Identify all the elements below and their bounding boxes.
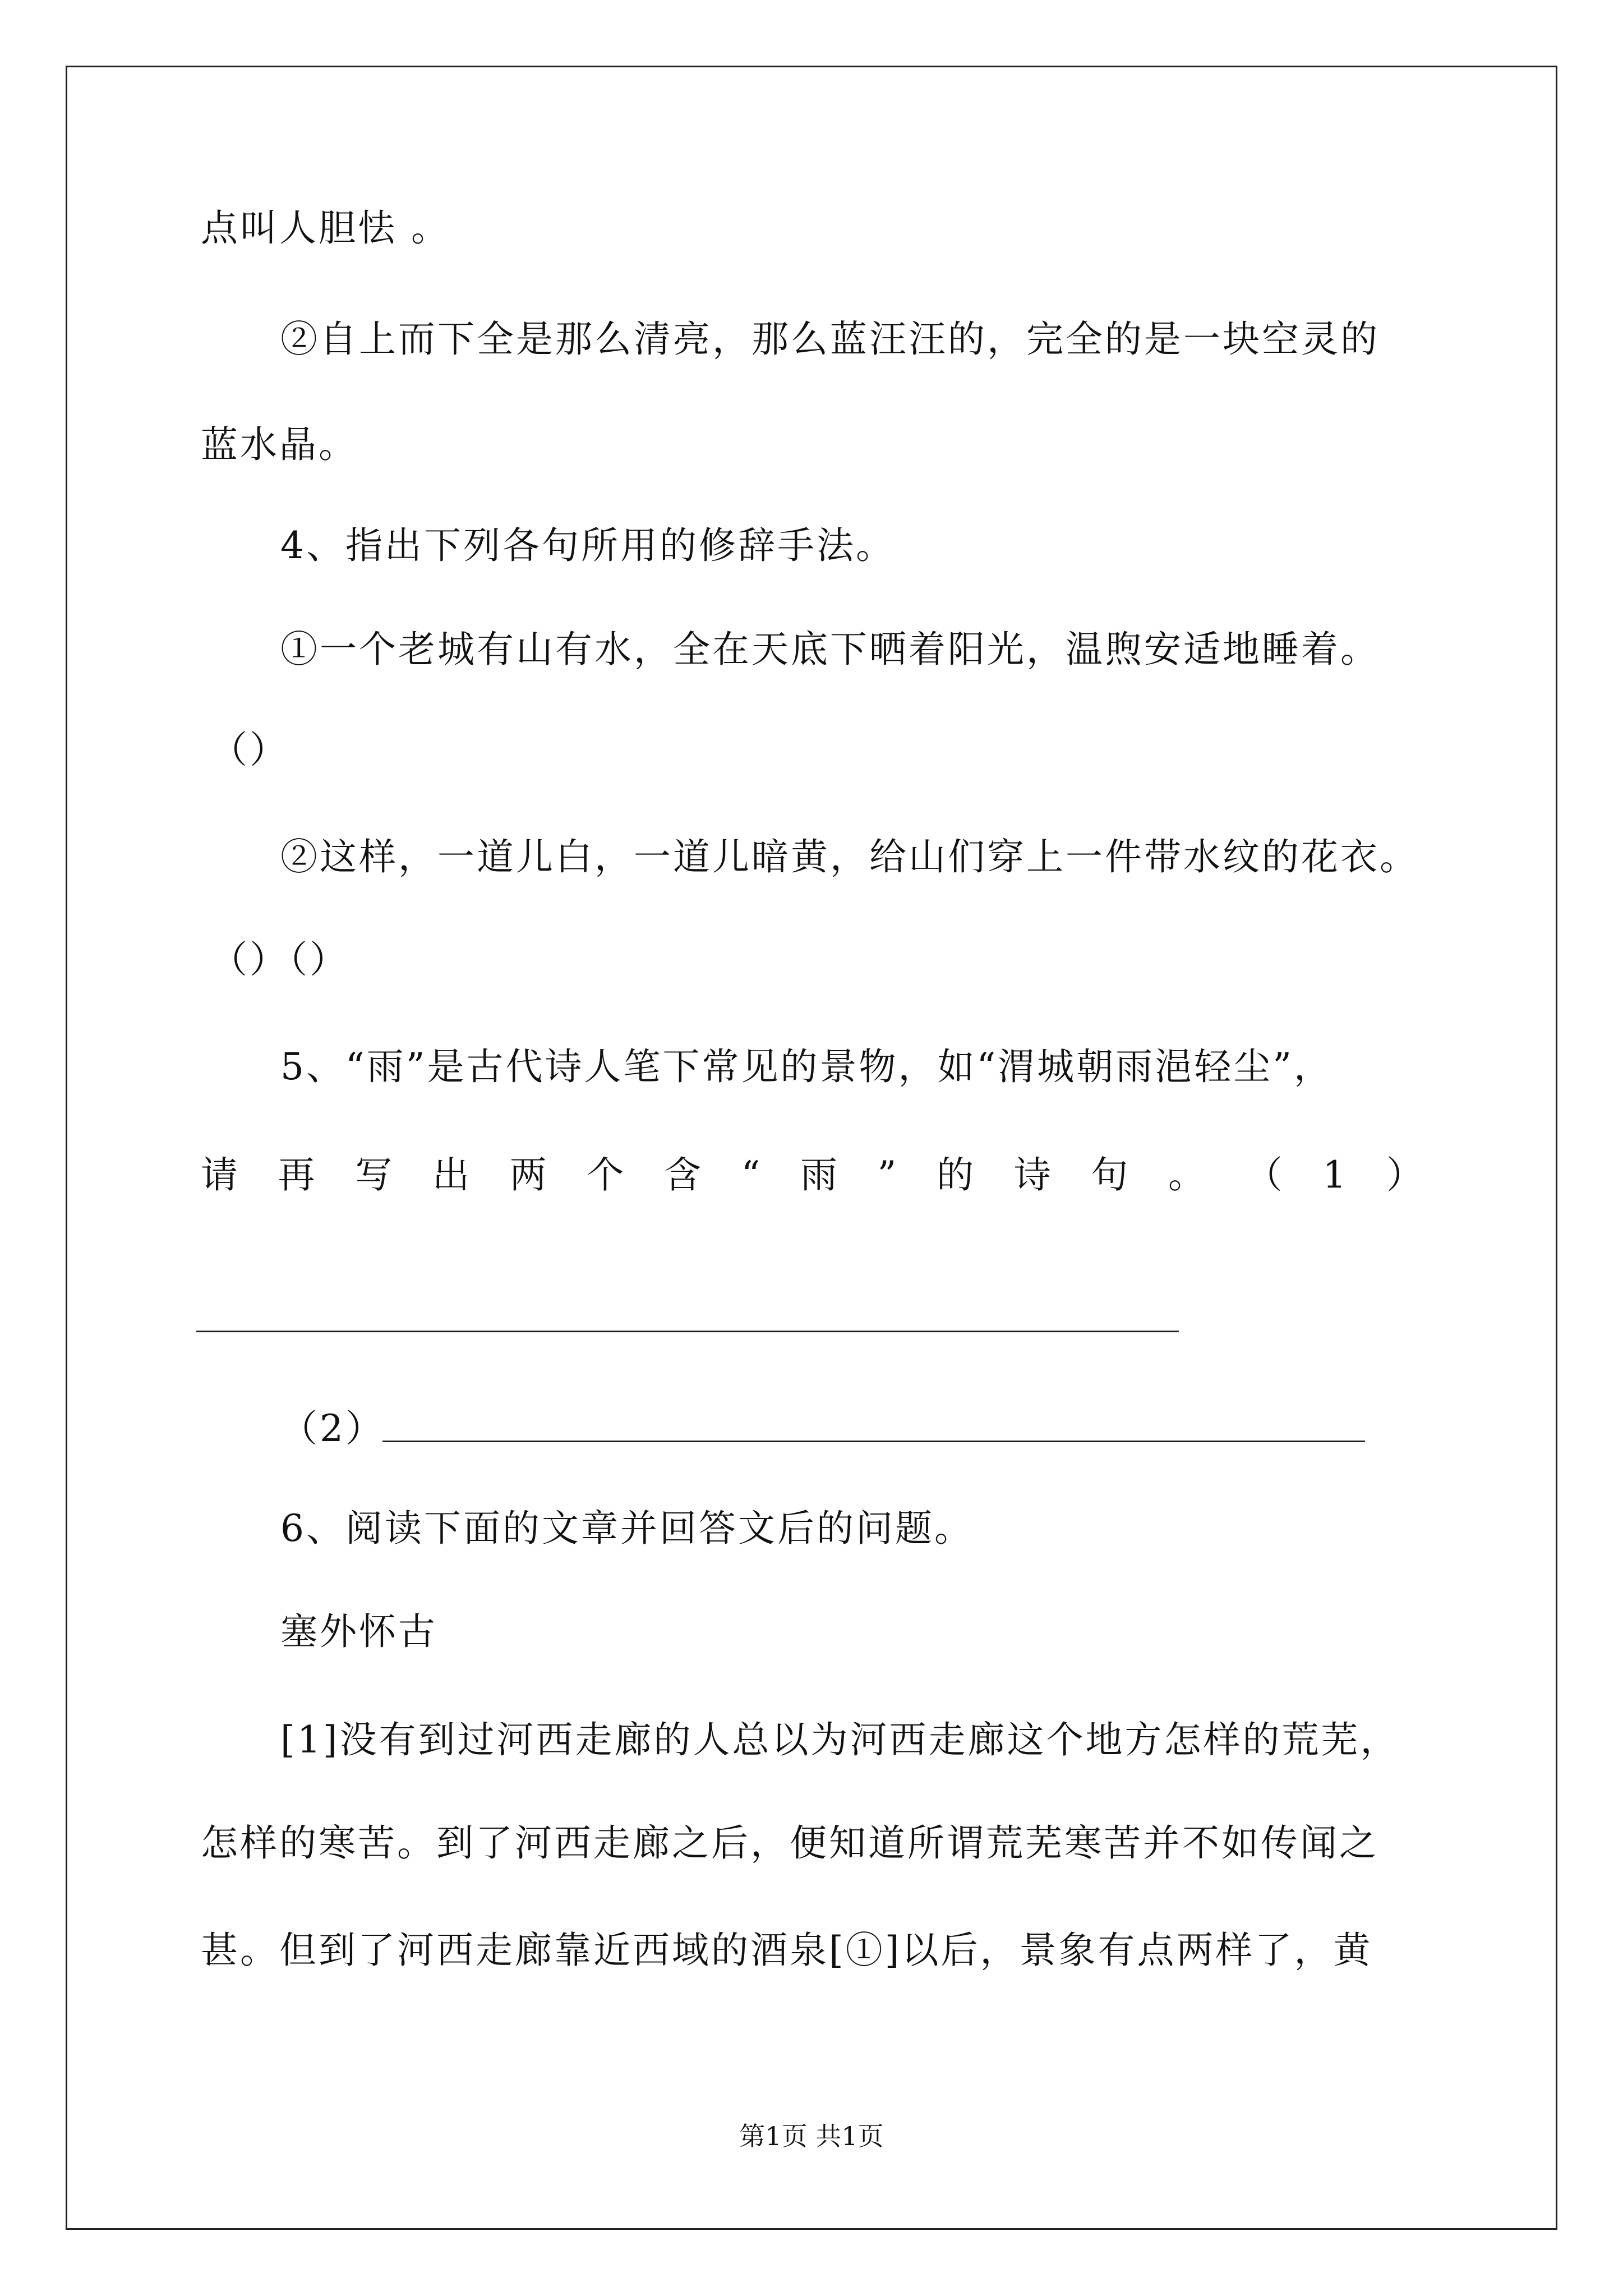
question-5-heading: 5、“雨”是古代诗人笔下常见的景物，如“渭城朝雨浥轻尘”， [280,1045,1333,1088]
spread-char: 个 [587,1153,624,1197]
spread-char: 雨 [800,1153,837,1197]
spread-char: 请 [201,1153,238,1197]
question-6-heading: 6、阅读下面的文章并回答文后的问题。 [280,1507,974,1550]
spread-char: 句 [1091,1153,1128,1197]
spread-char: 写 [355,1153,393,1197]
spread-char: “ [741,1153,760,1197]
article-title: 塞外怀古 [280,1610,437,1653]
spread-char: 的 [937,1153,974,1197]
spread-char: 出 [432,1153,469,1197]
article-paragraph-line-1: [1]没有到过河西走廊的人总以为河西走廊这个地方怎样的荒芜， [280,1718,1400,1761]
answer-blank-parens-1: （） [210,728,289,771]
spread-char: 两 [509,1153,547,1197]
spread-char: 1 [1322,1153,1347,1197]
answer-blank-parens-2: （）（） [210,938,349,981]
question-4-sentence-1: ①一个老城有山有水，全在天底下晒着阳光，温煦安适地睡着。 [280,628,1380,671]
spread-char: ） [1386,1153,1423,1197]
text-line-2: ②自上而下全是那么清亮，那么蓝汪汪的，完全的是一块空灵的 [280,318,1380,361]
spread-char: 诗 [1013,1153,1051,1197]
question-5-prompt [201,1150,1423,1200]
spread-char: 再 [278,1153,315,1197]
article-paragraph-line-3: 甚。但到了河西走廊靠近西域的酒泉[①]以后，景象有点两样了，黄 [201,1929,1373,1972]
answer-underline-1 [196,1331,1179,1332]
spread-char: ” [877,1153,897,1197]
text-line-1: 点叫人胆怯 。 [201,206,450,250]
page-footer: 第1页 共1页 [739,2121,884,2151]
article-paragraph-line-2: 怎样的寒苦。到了河西走廊之后，便知道所谓荒芜寒苦并不如传闻之 [201,1821,1378,1865]
answer-underline-2 [382,1441,1365,1442]
question-4-heading: 4、指出下列各句所用的修辞手法。 [280,524,895,567]
spread-char: （ [1245,1153,1283,1197]
answer-label-2: （2） [280,1407,385,1450]
question-4-sentence-2: ②这样，一道儿白，一道儿暗黄，给山们穿上一件带水纹的花衣。 [280,835,1419,878]
spread-char: 。 [1168,1153,1206,1197]
spread-char: 含 [663,1153,701,1197]
page-border [66,66,1557,2230]
text-line-3: 蓝水晶。 [201,423,358,466]
